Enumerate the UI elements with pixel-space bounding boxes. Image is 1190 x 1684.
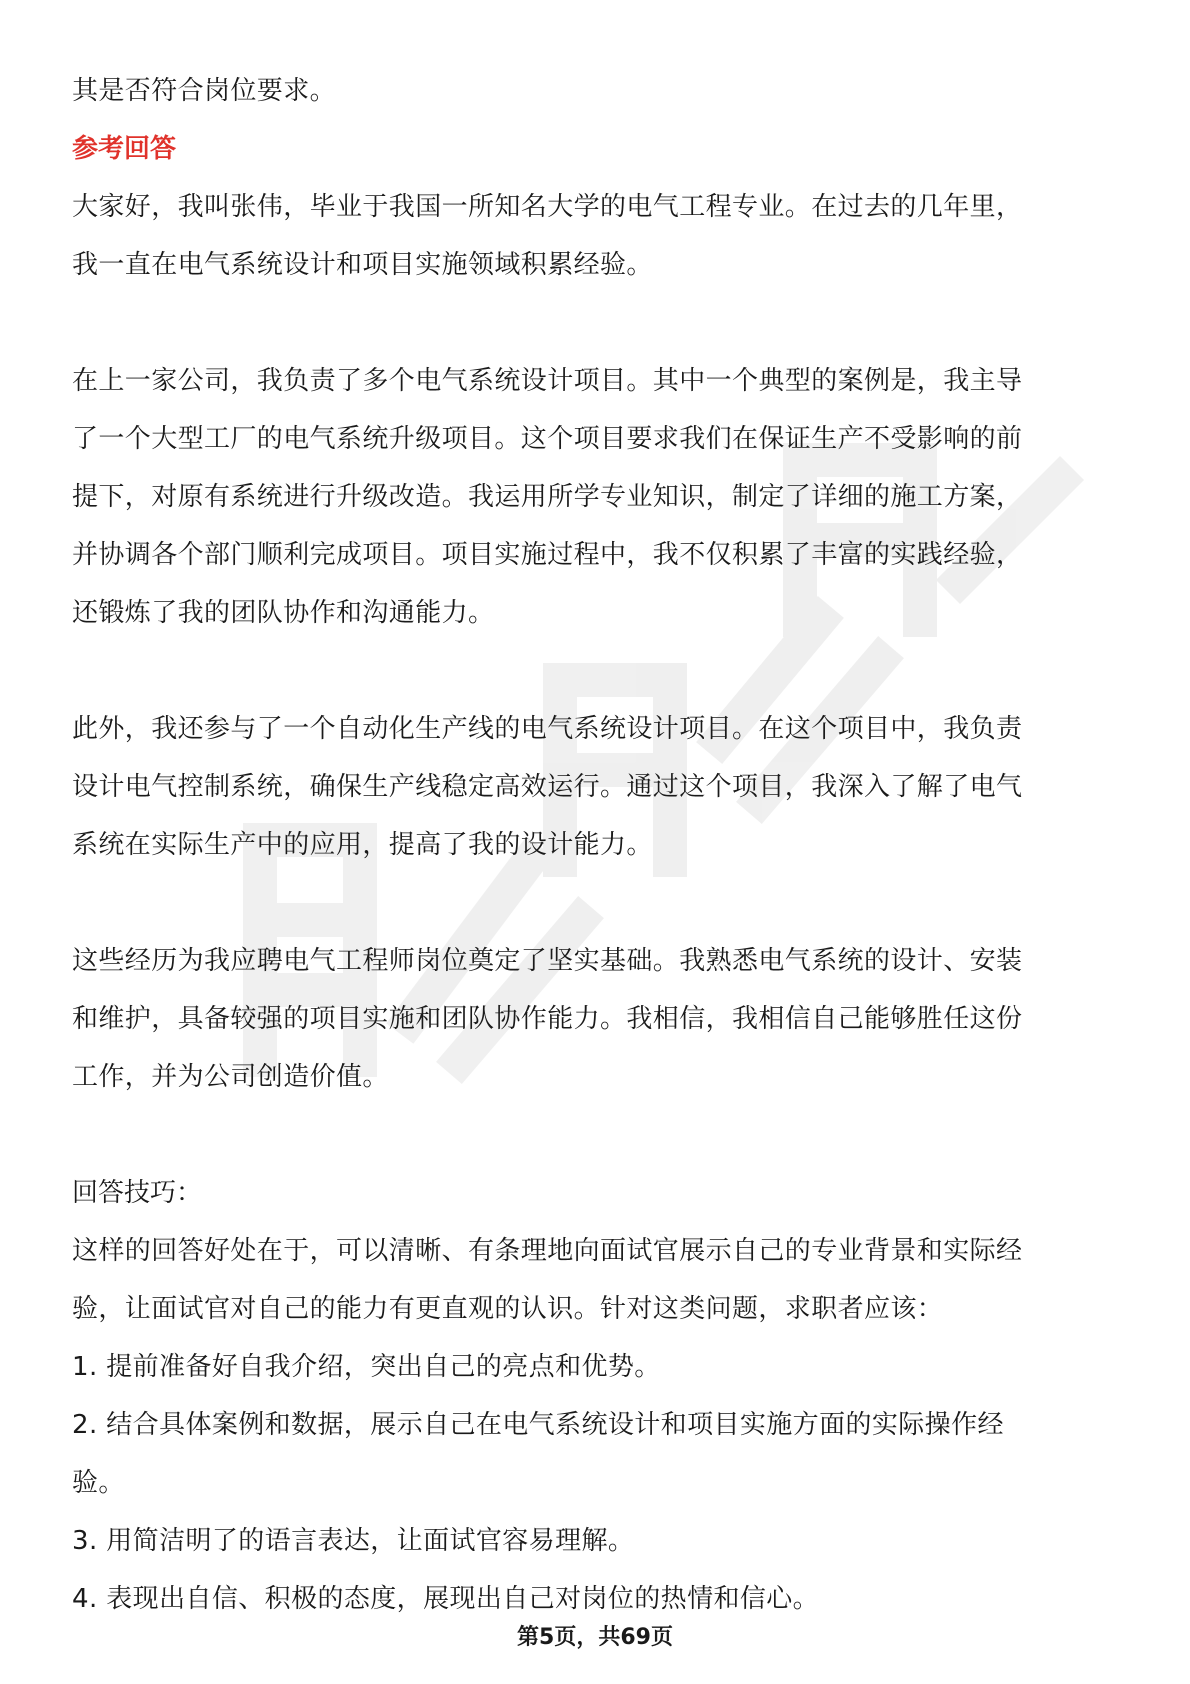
tips-intro xyxy=(72,1222,1122,1338)
paragraph-line: 此外，我还参与了一个自动化生产线的电气系统设计项目。在这个项目中，我负责 xyxy=(72,714,1023,744)
page-content xyxy=(72,62,1122,1628)
paragraph-line: 我一直在电气系统设计和项目实施领域积累经验。 xyxy=(72,250,653,280)
tips-list-item: 1. 提前准备好自我介绍，突出自己的亮点和优势。 xyxy=(72,1352,661,1382)
tips-list-item: 验。 xyxy=(72,1468,125,1498)
tips-list xyxy=(72,1338,1122,1628)
page-footer: 第5页，共69页 xyxy=(517,1625,673,1650)
tips-title: 回答技巧： xyxy=(72,1178,203,1208)
paragraph-line: 了一个大型工厂的电气系统升级项目。这个项目要求我们在保证生产不受影响的前 xyxy=(72,424,1023,454)
tips-list-item: 4. 表现出自信、积极的态度，展现出自己对岗位的热情和信心。 xyxy=(72,1584,820,1614)
paragraph-line: 大家好，我叫张伟，毕业于我国一所知名大学的电气工程专业。在过去的几年里， xyxy=(72,192,1023,222)
paragraph-line: 并协调各个部门顺利完成项目。项目实施过程中，我不仅积累了丰富的实践经验， xyxy=(72,540,1023,570)
paragraph-line: 系统在实际生产中的应用，提高了我的设计能力。 xyxy=(72,830,653,860)
paragraph-line: 提下，对原有系统进行升级改造。我运用所学专业知识，制定了详细的施工方案， xyxy=(72,482,1023,512)
tips-list-item: 3. 用简洁明了的语言表达，让面试官容易理解。 xyxy=(72,1526,635,1556)
paragraph-line: 工作，并为公司创造价值。 xyxy=(72,1062,389,1092)
tips-intro-line: 验，让面试官对自己的能力有更直观的认识。针对这类问题，求职者应该： xyxy=(72,1294,944,1324)
paragraph-2 xyxy=(72,352,1122,642)
paragraph-1 xyxy=(72,178,1122,294)
tips-list-item: 2. 结合具体案例和数据，展示自己在电气系统设计和项目实施方面的实际操作经 xyxy=(72,1410,1004,1440)
intro-line: 其是否符合岗位要求。 xyxy=(72,76,337,106)
paragraph-line: 在上一家公司，我负责了多个电气系统设计项目。其中一个典型的案例是，我主导 xyxy=(72,366,1023,396)
paragraph-3 xyxy=(72,700,1122,874)
tips-intro-line: 这样的回答好处在于，可以清晰、有条理地向面试官展示自己的专业背景和实际经 xyxy=(72,1236,1023,1266)
reference-heading: 参考回答 xyxy=(72,134,177,164)
paragraph-line: 和维护，具备较强的项目实施和团队协作能力。我相信，我相信自己能够胜任这份 xyxy=(72,1004,1023,1034)
paragraph-line: 设计电气控制系统，确保生产线稳定高效运行。通过这个项目，我深入了解了电气 xyxy=(72,772,1023,802)
paragraph-4 xyxy=(72,932,1122,1106)
paragraph-line: 这些经历为我应聘电气工程师岗位奠定了坚实基础。我熟悉电气系统的设计、安装 xyxy=(72,946,1023,976)
paragraph-line: 还锻炼了我的团队协作和沟通能力。 xyxy=(72,598,495,628)
